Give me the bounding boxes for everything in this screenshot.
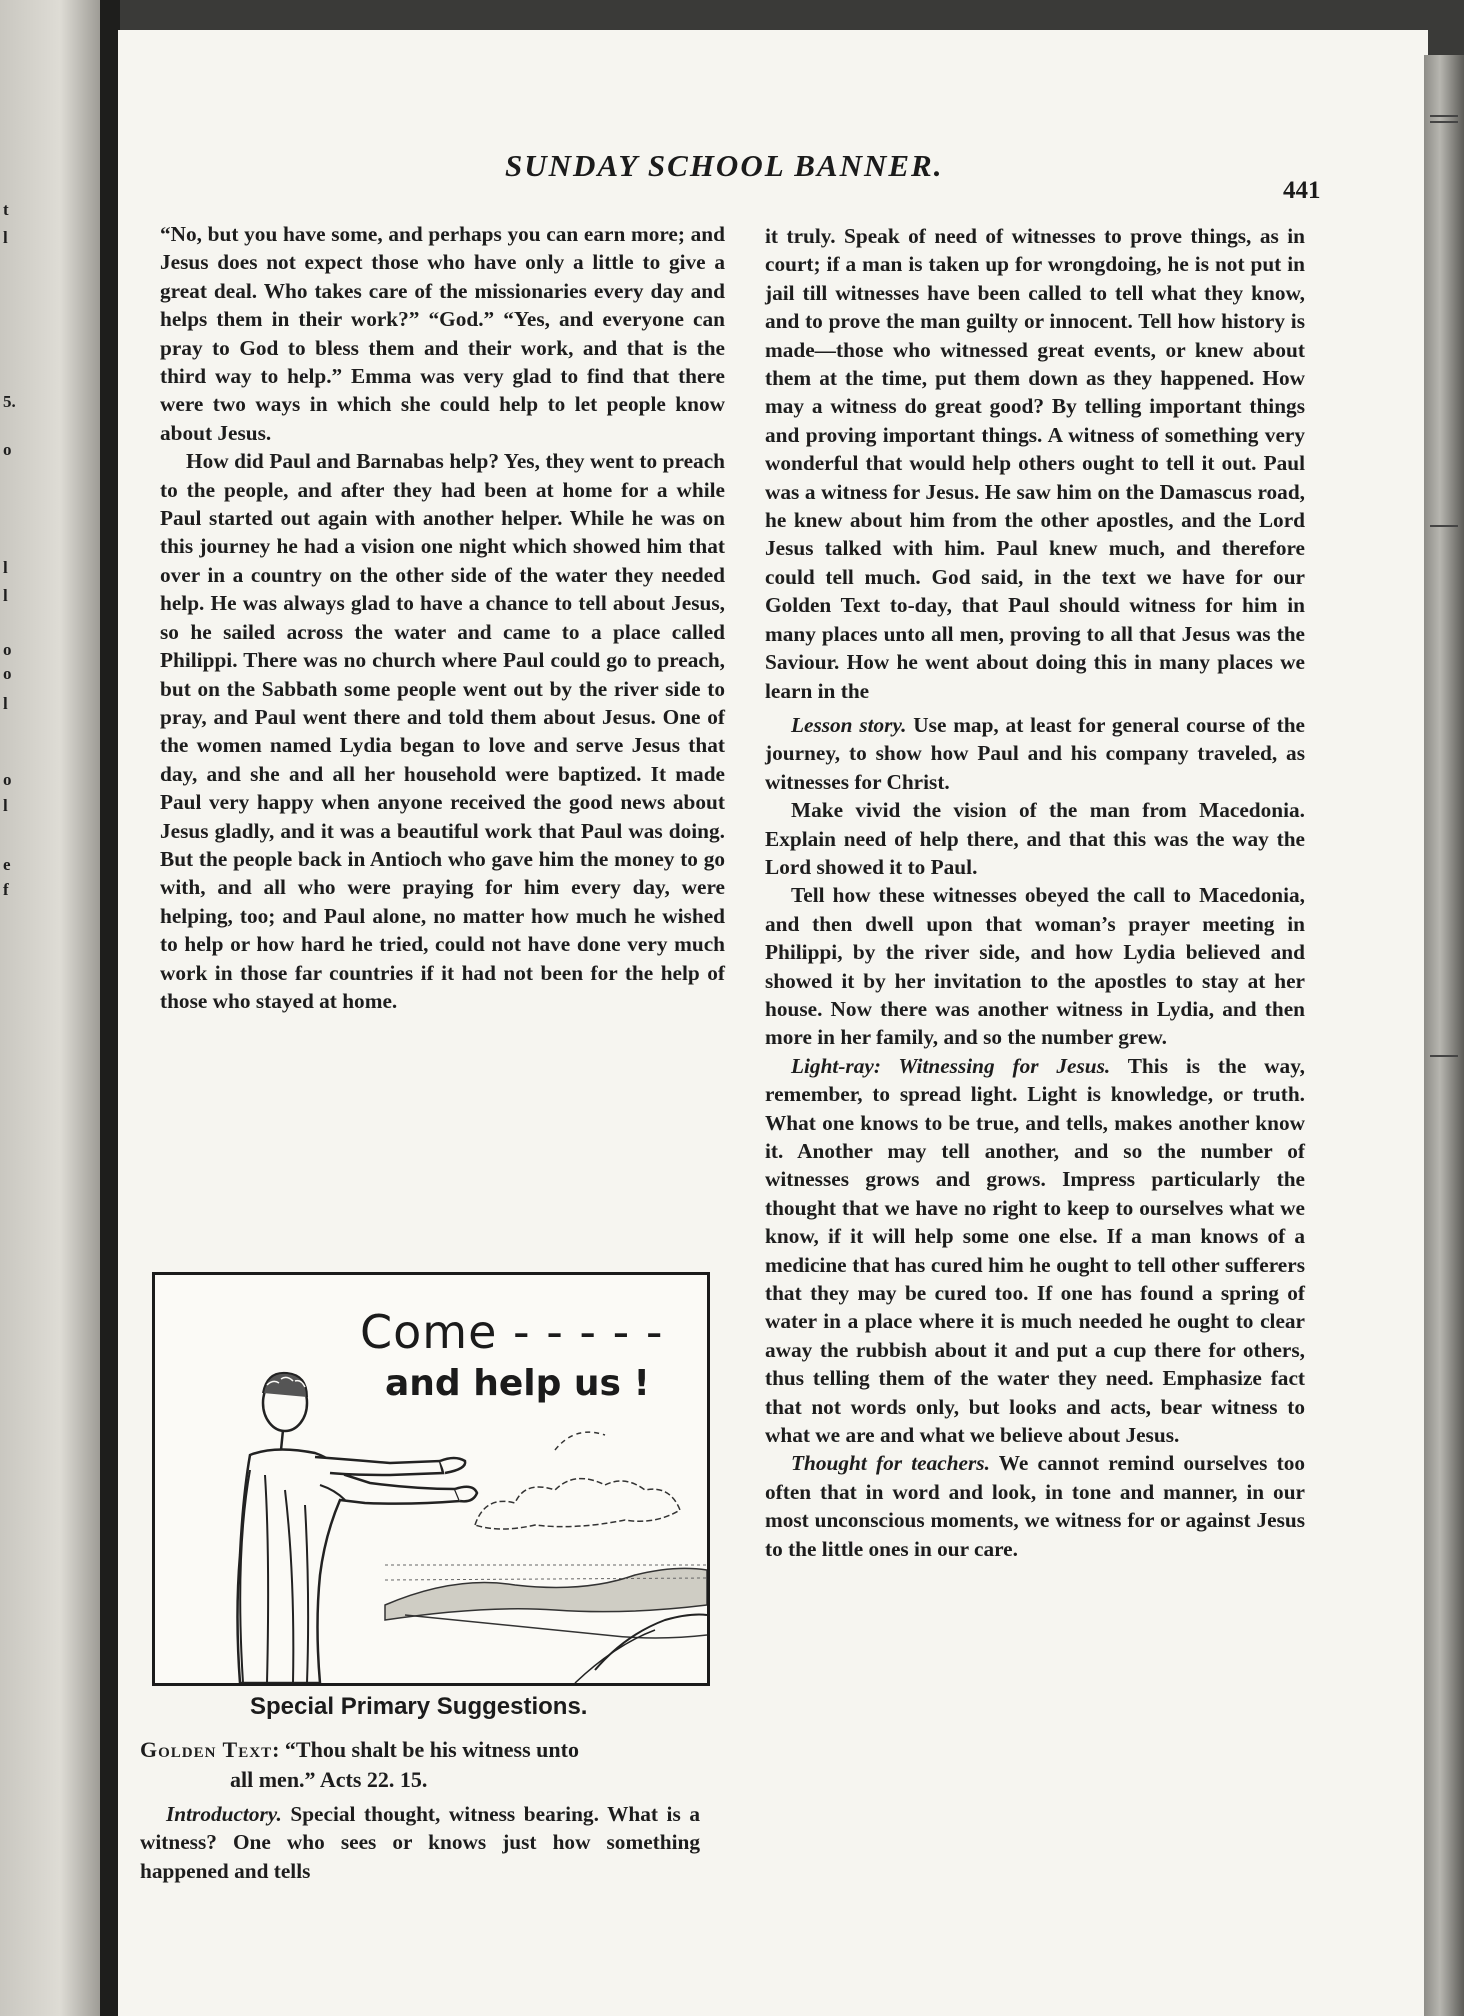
- golden-text-reference: all men.” Acts 22. 15.: [230, 1767, 428, 1792]
- paragraph: How did Paul and Barnabas help? Yes, they went to preach to the people, and after they had been at home for a while Paul started out again with another helper. While he was on this journey he had a vision one night which showed him that over in a country on the other side of the water they needed help. He was always glad to have a chance to tell about Jesus, so he sailed across the water and came to a place called Philippi. There was no church where Paul could go to preach, but on the Sabbath some people went out by the river side to pray, and Paul went there and told them about Jesus. One of the women named Lydia began to love and serve Jesus that day, and she and all her household were baptized. It made Paul very happy when anyone received the good news about Jesus gladly, and it was a beautiful work that Paul was doing. But the people back in Antioch who gave him the money to go with, and all who were praying for him every day, were helping, too; and Paul alone, no matter how much he wished to help or how hard he tried, could not have done very much work in those far countries if it had not been for the help of those who stayed at home.: [160, 449, 725, 1013]
- lesson-story-text: Use map, at least for general course of the journey, to show how Paul and his company traveled, as witnesses for Christ.: [765, 712, 1305, 794]
- left-page-fragment: 5.: [3, 392, 16, 411]
- golden-text-label: Golden Text: [140, 1737, 273, 1762]
- light-ray-lead: Light-ray: Witnessing for Jesus.: [791, 1053, 1111, 1078]
- left-page-fragment: o: [3, 440, 12, 459]
- paragraph: it truly. Speak of need of witnesses to prove things, as in court; if a man is taken up for wrongdoing, he is not put in jail till witnesses have been called to tell what they know, and to prove the man guilty or innocent. Tell how history is made—those who witnessed great events, or knew about them at the time, put them down as they happened. How may a witness do great good? By telling important things and proving important things. A witness of something very wonderful that would help others ought to tell it out. Paul was a witness for Jesus. He saw him on the Damascus road, he knew about him from the other apostles, and the Lord Jesus talked with him. Paul knew much, and therefore could tell much. God said, in the text we have for our Golden Text to-day, that Paul should witness for him in many places unto all men, proving to all that Jesus was the Saviour. How he went about doing this in many places we learn in the: [765, 224, 1305, 703]
- illustration-caption-help: and help us !: [385, 1363, 650, 1404]
- golden-text: [140, 1735, 700, 1795]
- left-page-fragment: o: [3, 640, 12, 659]
- left-page-fragment: o: [3, 770, 12, 789]
- golden-text-quote: : “Thou shalt be his witness unto: [272, 1737, 579, 1762]
- introductory-text: Special thought, witness bearing. What is a witness? One who sees or knows just how something happened and tells: [140, 1802, 700, 1883]
- left-page-fragment: o: [3, 664, 12, 683]
- left-page-fragment: l: [3, 694, 8, 713]
- light-ray-text: This is the way, remember, to spread light. Light is knowledge, or truth. What one knows to be true, and tells, makes another know it. Another may tell another, and so the number of witnesses grows and grows. Impress particularly the thought that we have no right to keep to ourselves what we know, if it will help some one else. If a man knows of a medicine that has cured him he ought to tell other sufferers that they may be cured too. If one has found a spring of water in a place where it is much needed he ought to clear away the rubbish about it and put a cup there for others, thus telling them of the water they need. Emphasize fact that not words only, but looks and acts, bear witness to what we are and what we believe about Jesus.: [765, 1053, 1305, 1448]
- left-page-fragment: l: [3, 586, 8, 605]
- thought-for-teachers-lead: Thought for teachers.: [791, 1451, 990, 1476]
- page-number: 441: [1283, 177, 1321, 204]
- book-gutter: [100, 0, 120, 2016]
- left-column: [160, 220, 725, 1015]
- introductory-lead: Introductory.: [166, 1802, 282, 1826]
- left-page-fragment: t: [3, 200, 9, 219]
- paragraph: Make vivid the vision of the man from Macedonia. Explain need of help there, and that this was the way the Lord showed it to Paul.: [765, 798, 1305, 879]
- left-page-fragment: l: [3, 558, 8, 577]
- illustration-come-and-help: [152, 1272, 710, 1686]
- lesson-story-lead: Lesson story.: [791, 712, 907, 737]
- left-page-fragment: l: [3, 228, 8, 247]
- special-primary-heading: Special Primary Suggestions.: [250, 1693, 588, 1720]
- left-page-fragment: f: [3, 880, 9, 899]
- paragraph: “No, but you have some, and perhaps you can earn more; and Jesus does not expect those who have only a little to give a great deal. Who takes care of the missionaries every day and helps them in their work?” “God.” “Yes, and everyone can pray to God to bless them and their work, and that is the third way to help.” Emma was very glad to find that there were two ways in which she could help to let people know about Jesus.: [160, 222, 725, 445]
- page-header-title: SUNDAY SCHOOL BANNER.: [505, 148, 944, 183]
- thought-for-teachers-text: We cannot remind ourselves too often that in word and look, in tone and manner, in our most unconscious moments, we witness for or against Jesus to the little ones in our care.: [765, 1451, 1305, 1561]
- paragraph: Tell how these witnesses obeyed the call to Macedonia, and then dwell upon that woman’s prayer meeting in Philippi, by the river side, and how Lydia believed and showed it by her invitation to the apostles to stay at her house. Now there was another witness in Lydia, and then more in her family, and so the number grew.: [765, 883, 1305, 1050]
- right-column: [765, 222, 1305, 1563]
- left-page-fragment: e: [3, 855, 11, 874]
- introductory-paragraph: [140, 1800, 700, 1885]
- left-page-edge: [0, 0, 100, 2016]
- illustration-caption-come: Come - - - - -: [360, 1305, 664, 1359]
- left-page-fragment: l: [3, 796, 8, 815]
- right-page-edge: [1424, 55, 1464, 2016]
